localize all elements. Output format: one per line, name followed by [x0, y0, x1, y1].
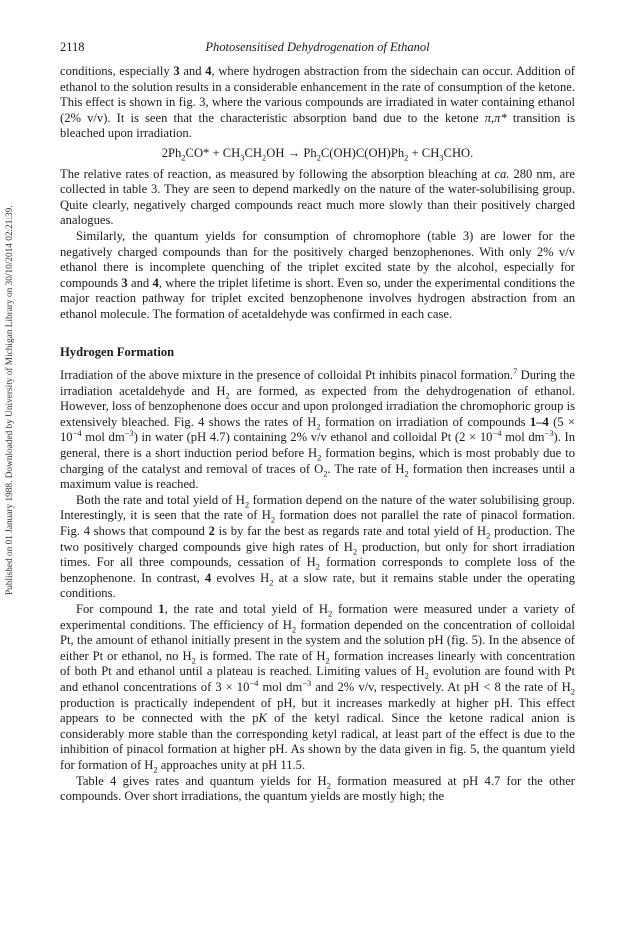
page-number: 2118 [60, 40, 85, 54]
paragraph-3: Similarly, the quantum yields for consumption of chromophore (table 3) are lower for the negatively charged compounds than for the positively charged benzophenones. With only 2% v/v ethanol there is incomplete quenching of the triplet excited state by the alcohol, especially for compounds 3 and 4, where the triplet lifetime is short. Even so, under the experimental conditions the major reaction pathway for triplet excited benzophenone involves hydrogen abstraction from an ethanol molecule. The formation of acetaldehyde was confirmed in each case. [60, 228, 575, 321]
paragraph-7: Table 4 gives rates and quantum yields for $H_2$ formation measured at pH 4.7 for the other compounds. Over short irradiations, the quantum yields are mostly high; the [60, 773, 575, 804]
paragraph-5: Both the rate and total yield of $H_2$ formation depend on the nature of the water solubilising group. Interestingly, it is seen that the rate of $H_2$ formation does not parallel the rate of pinacol formation. Fig. 4 shows that compound 2 is by far the best as regards rate and total yield of $H_2$ production. The two positively charged compounds give high rates of $H_2$ production, but only for short irradiation times. For all three compounds, cessation of $H_2$ formation corresponds to complete loss of the benzophenone. In contrast, 4 evolves $H_2$ at a slow rate, but it remains stable under the operating conditions. [60, 492, 575, 601]
download-notice-text: Published on 01 January 1988. Downloaded by University of Michigan Library on 30/10/2014 02:21:39. [5, 205, 15, 595]
paragraph-4: Irradiation of the above mixture in the presence of colloidal Pt inhibits pinacol formation.$^7$ During the irradiation acetaldehyde and $H_2$ are formed, as expected from the dehydrogenation of ethanol. However, loss of benzophenone does occur and upon prolonged irradiation the chromophoric group is extensively bleached. Fig. 4 shows the rates of $H_2$ formation on irradiation of compounds 1–4 ($5 \times 10^{-4}$ mol $dm^{-3}$) in water (pH 4.7) containing 2% v/v ethanol and colloidal Pt ($2 \times 10^{-4}$ mol $dm^{-3}$). In general, there is a short induction period before $H_2$ formation begins, which is most probably due to charging of the catalyst and removal of traces of $O_2$. The rate of $H_2$ formation then increases until a maximum value is reached. [60, 365, 576, 492]
paragraph-2: The relative rates of reaction, as measured by following the absorption bleaching at ca. 280 nm, are collected in table 3. They are seen to depend markedly on the nature of the water-solubilising group. Quite clearly, negatively charged compounds react much more slowly than their positively charged analogues. [60, 166, 576, 228]
page-header [60, 40, 575, 58]
article-body [60, 64, 575, 805]
download-notice-sidebar [3, 115, 17, 595]
reaction-equation: $2Ph_2CO* + CH_3CH_2OH \to Ph_2C(OH)C(OH)Ph_2 + CH_3CHO$. [161, 145, 474, 163]
running-title: Photosensitised Dehydrogenation of Ethanol [205, 40, 430, 54]
paragraph-1: conditions, especially 3 and 4, where hydrogen abstraction from the sidechain can occur. Addition of ethanol to the solution results in a considerable enhancement in the rate of consumption of the ketone. This effect is shown in fig. 3, where the various compounds are irradiated in water containing ethanol (2% v/v). It is seen that the characteristic absorption band due to the ketone π,π* transition is bleached upon irradiation. [60, 64, 575, 141]
section-heading: Hydrogen Formation [60, 344, 175, 359]
paragraph-6: For compound 1, the rate and total yield of $H_2$ formation were measured under a variety of experimental conditions. The efficiency of $H_2$ formation depended on the concentration of colloidal Pt, the amount of ethanol initially present in the system and the solution pH (fig. 5). In the absence of either Pt or ethanol, no $H_2$ is formed. The rate of $H_2$ formation increases linearly with concentration of both Pt and ethanol until a plateau is reached. Limiting values of $H_2$ evolution are found with Pt and ethanol concentrations of $3 \times 10^{-4}$ mol $dm^{-3}$ and 2% v/v, respectively. At pH < 8 the rate of $H_2$ production is practically independent of pH, but it increases markedly at higher pH. This effect appears to be connected with the pK of the ketyl radical. Since the ketone radical anion is considerably more stable than the corresponding ketyl radical, at least part of the effect is due to the inhibition of pinacol formation at higher pH. As shown by the data given in fig. 5, the quantum yield for formation of $H_2$ approaches unity at pH 11.5. [60, 602, 576, 775]
